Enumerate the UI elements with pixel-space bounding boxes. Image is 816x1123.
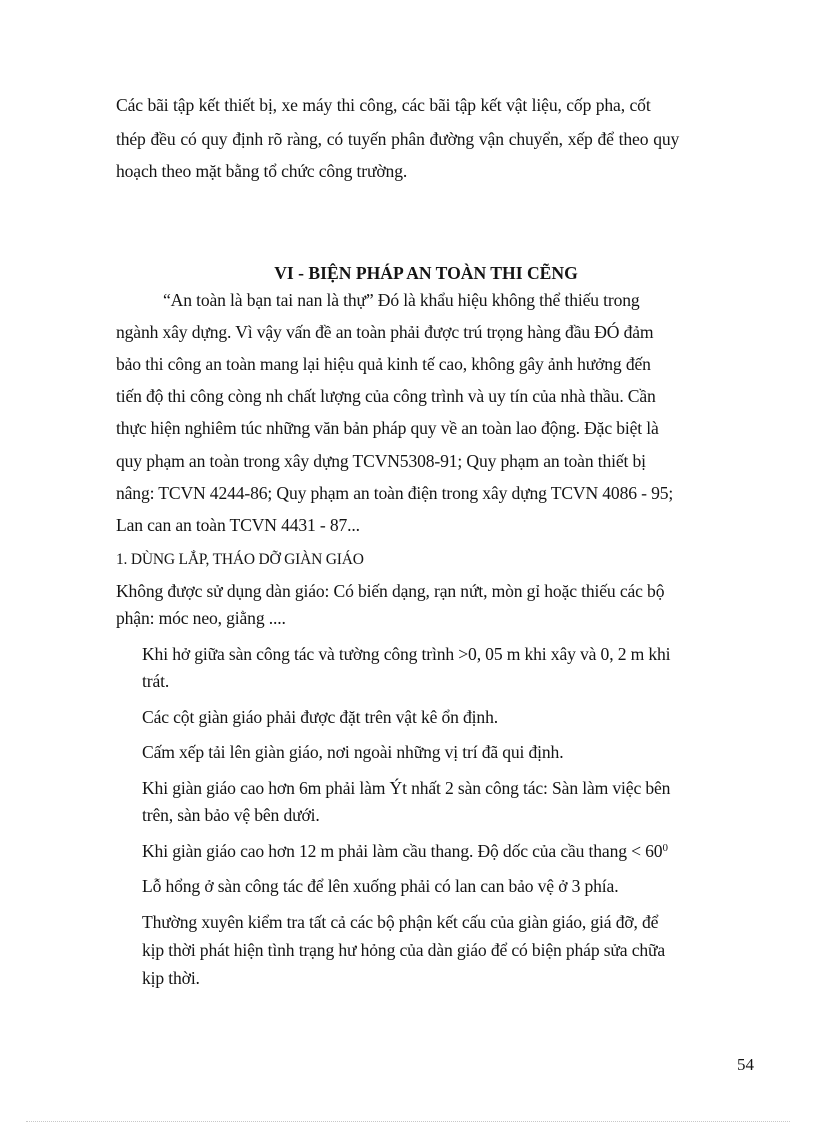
list-item-line: Cấm xếp tải lên giàn giáo, nơi ngoài những vị trí đã qui định. <box>142 742 564 762</box>
list-item-line: kịp thời. <box>142 968 200 988</box>
list-item-line: Lỗ hổng ở sàn công tác để lên xuống phải có lan can bảo vệ ở 3 phía. <box>142 876 619 896</box>
list-item-line: Thường xuyên kiểm tra tất cả các bộ phận kết cấu của giàn giáo, giá đỡ, để <box>142 912 659 932</box>
section-title: VI - BIỆN PHÁP AN TOÀN THI CẼNG <box>274 263 578 283</box>
paragraph-line: nâng: TCVN 4244-86; Quy phạm an toàn điện trong xây dựng TCVN 4086 - 95; <box>116 483 674 503</box>
list-item-line: trên, sàn bảo vệ bên dưới. <box>142 805 320 825</box>
list-item-line: Khi hở giữa sàn công tác và tường công trình >0, 05 m khi xây và 0, 2 m khi <box>142 644 671 664</box>
degree-superscript: 0 <box>662 842 668 854</box>
list-item-line: Các cột giàn giáo phải được đặt trên vật kê ổn định. <box>142 707 498 727</box>
paragraph-line: ngành xây dựng. Vì vậy vấn đề an toàn phải được trú trọng hàng đầu ĐÓ đảm <box>116 322 654 342</box>
page-boundary-divider <box>26 1121 790 1122</box>
subsection-intro-line: phận: móc neo, giằng .... <box>116 608 286 628</box>
paragraph-line: bảo thi công an toàn mang lại hiệu quả kinh tế cao, không gây ảnh hưởng đến <box>116 354 651 374</box>
page-number: 54 <box>737 1055 754 1074</box>
list-item-text: Khi giàn giáo cao hơn 12 m phải làm cầu thang. Độ dốc của cầu thang < 60 <box>142 841 663 861</box>
paragraph-line: “An toàn là bạn tai nan là thự” Đó là khẩu hiệu không thể thiếu trong <box>163 290 640 310</box>
intro-line: thép đều có quy định rõ ràng, có tuyến phân đường vận chuyển, xếp để theo quy <box>116 129 680 149</box>
intro-line: Các bãi tập kết thiết bị, xe máy thi công, các bãi tập kết vật liệu, cốp pha, cốt <box>116 95 651 115</box>
list-item-line: trát. <box>142 671 170 691</box>
paragraph-line: Lan can an toàn TCVN 4431 - 87... <box>116 515 360 535</box>
subsection-intro-line: Không được sử dụng dàn giáo: Có biến dạng, rạn nứt, mòn gỉ hoặc thiếu các bộ <box>116 581 665 601</box>
intro-line: hoạch theo mặt bằng tổ chức công trường. <box>116 161 408 181</box>
paragraph-line: thực hiện nghiêm túc những văn bản pháp quy về an toàn lao động. Đặc biệt là <box>116 418 659 438</box>
paragraph-line: quy phạm an toàn trong xây dựng TCVN5308-91; Quy phạm an toàn thiết bị <box>116 451 646 471</box>
paragraph-line: tiến độ thi công còng nh chất lượng của công trình và uy tín của nhà thầu. Cần <box>116 386 656 406</box>
list-item-line: Khi giàn giáo cao hơn 6m phải làm Ýt nhất 2 sàn công tác: Sàn làm việc bên <box>142 778 671 798</box>
list-item-line: kịp thời phát hiện tình trạng hư hỏng của dàn giáo để có biện pháp sửa chữa <box>142 940 666 960</box>
subsection-title: 1. DÙNG LẮP, THÁO DỠ GIÀN GIÁO <box>116 551 364 568</box>
list-item-line <box>142 840 668 862</box>
